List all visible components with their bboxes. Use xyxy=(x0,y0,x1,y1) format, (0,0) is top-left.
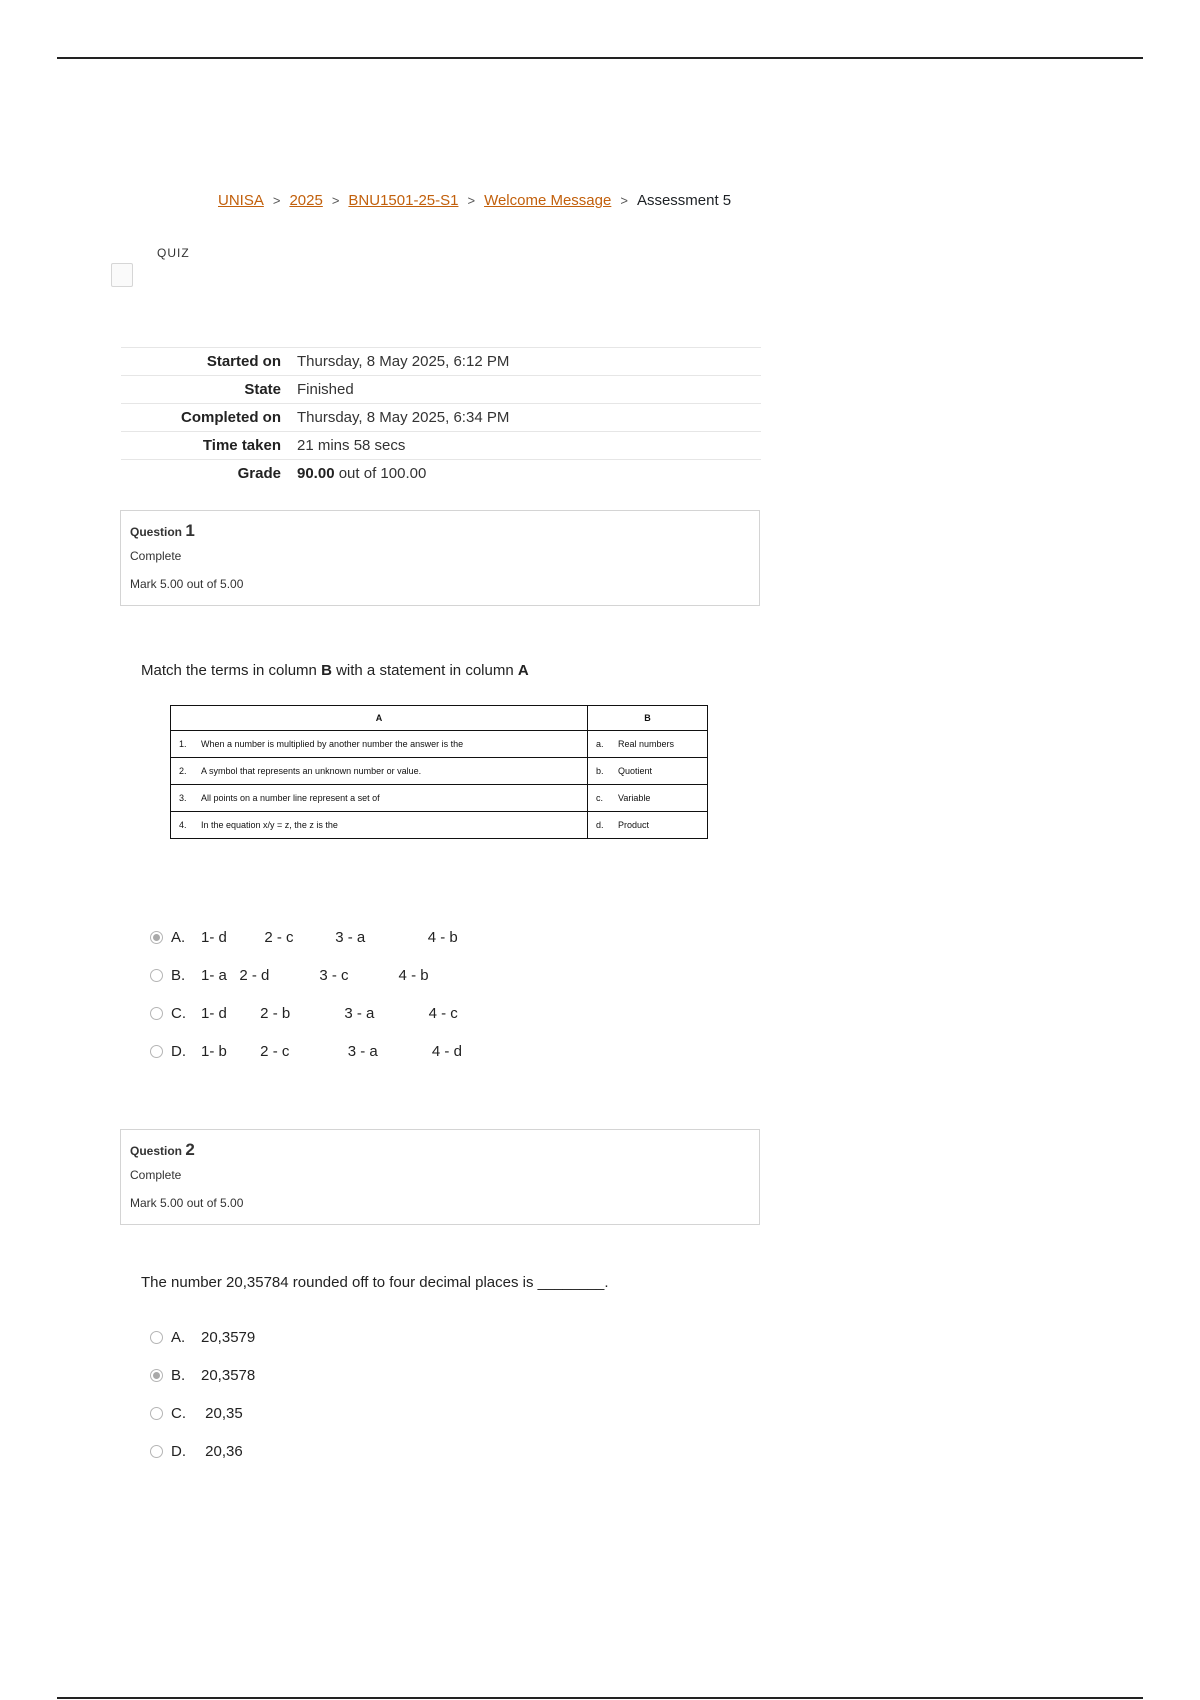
breadcrumb-link-unisa[interactable]: UNISA xyxy=(218,192,264,209)
matching-table xyxy=(170,705,708,839)
question-mark: Mark 5.00 out of 5.00 xyxy=(130,577,244,591)
summary-row-time xyxy=(121,432,761,460)
summary-label: Grade xyxy=(237,465,281,483)
question-1-answers xyxy=(150,918,462,1070)
column-a-cell: 2. A symbol that represents an unknown number or value. xyxy=(171,758,588,785)
summary-row-completed xyxy=(121,404,761,432)
summary-label: Time taken xyxy=(202,437,281,454)
chevron-right-icon: > xyxy=(467,193,476,208)
answer-option-d[interactable]: D. 20,36 xyxy=(150,1432,255,1470)
radio-button[interactable] xyxy=(150,931,163,944)
breadcrumb xyxy=(218,192,731,209)
answer-option-a[interactable]: A. 1- d 2 - c 3 - a 4 - b xyxy=(150,918,462,956)
summary-row-state xyxy=(121,376,761,404)
summary-value: Thursday, 8 May 2025, 6:12 PM xyxy=(297,353,510,370)
table-row xyxy=(171,812,708,839)
column-b-cell: c. Variable xyxy=(588,785,708,812)
answer-option-c[interactable]: C. 20,35 xyxy=(150,1394,255,1432)
radio-button[interactable] xyxy=(150,1407,163,1420)
table-header-row xyxy=(171,706,708,731)
summary-row-grade xyxy=(121,460,761,488)
radio-button[interactable] xyxy=(150,1369,163,1382)
answer-option-c[interactable]: C. 1- d 2 - b 3 - a 4 - c xyxy=(150,994,462,1032)
summary-row-started xyxy=(121,348,761,376)
radio-button[interactable] xyxy=(150,1445,163,1458)
bottom-rule xyxy=(57,1697,1143,1699)
breadcrumb-link-course[interactable]: BNU1501-25-S1 xyxy=(348,192,459,209)
chevron-right-icon: > xyxy=(331,193,340,208)
breadcrumb-link-year[interactable]: 2025 xyxy=(289,192,323,209)
chevron-right-icon: > xyxy=(272,193,281,208)
top-rule xyxy=(57,57,1143,59)
question-1-text: Match the terms in column B with a statement in column A xyxy=(141,662,529,679)
table-row xyxy=(171,785,708,812)
question-mark: Mark 5.00 out of 5.00 xyxy=(130,1196,244,1210)
summary-label: Started on xyxy=(206,353,281,370)
column-a-cell: 1. When a number is multiplied by another number the answer is the xyxy=(171,731,588,758)
radio-button[interactable] xyxy=(150,1007,163,1020)
summary-value xyxy=(297,460,761,488)
attempt-summary-table xyxy=(121,347,761,488)
question-2-text: The number 20,35784 rounded off to four decimal places is ________. xyxy=(141,1274,609,1291)
answer-option-b[interactable]: B. 20,3578 xyxy=(150,1356,255,1394)
table-row xyxy=(171,758,708,785)
column-b-cell: d. Product xyxy=(588,812,708,839)
question-2-answers xyxy=(150,1318,255,1470)
question-number: Question 2 xyxy=(130,1140,195,1159)
column-b-cell: b. Quotient xyxy=(588,758,708,785)
summary-label: State xyxy=(244,381,281,398)
question-state: Complete xyxy=(130,1168,182,1182)
question-state: Complete xyxy=(130,549,182,563)
question-1-info xyxy=(120,510,760,606)
summary-value: Thursday, 8 May 2025, 6:34 PM xyxy=(297,409,510,426)
breadcrumb-current: Assessment 5 xyxy=(636,192,732,209)
answer-option-a[interactable]: A. 20,3579 xyxy=(150,1318,255,1356)
grade-score: 90.00 xyxy=(297,465,335,483)
radio-button[interactable] xyxy=(150,969,163,982)
chevron-right-icon: > xyxy=(620,193,628,208)
radio-button[interactable] xyxy=(150,1331,163,1344)
summary-value: Finished xyxy=(297,381,354,398)
summary-value: 21 mins 58 secs xyxy=(297,437,406,454)
question-2-info xyxy=(120,1129,760,1225)
answer-option-b[interactable]: B. 1- a 2 - d 3 - c 4 - b xyxy=(150,956,462,994)
table-row xyxy=(171,731,708,758)
question-number: Question 1 xyxy=(130,521,195,540)
column-a-header: A xyxy=(171,706,588,731)
radio-button[interactable] xyxy=(150,1045,163,1058)
column-a-cell: 4. In the equation x/y = z, the z is the xyxy=(171,812,588,839)
breadcrumb-link-section[interactable]: Welcome Message xyxy=(484,192,612,209)
grade-out-of: out of 100.00 xyxy=(334,465,427,483)
column-a-cell: 3. All points on a number line represent a set of xyxy=(171,785,588,812)
activity-type-label: QUIZ xyxy=(157,246,190,260)
column-b-header: B xyxy=(588,706,708,731)
answer-option-d[interactable]: D. 1- b 2 - c 3 - a 4 - d xyxy=(150,1032,462,1070)
quiz-icon xyxy=(111,263,133,287)
summary-label: Completed on xyxy=(181,409,281,426)
column-b-cell: a. Real numbers xyxy=(588,731,708,758)
